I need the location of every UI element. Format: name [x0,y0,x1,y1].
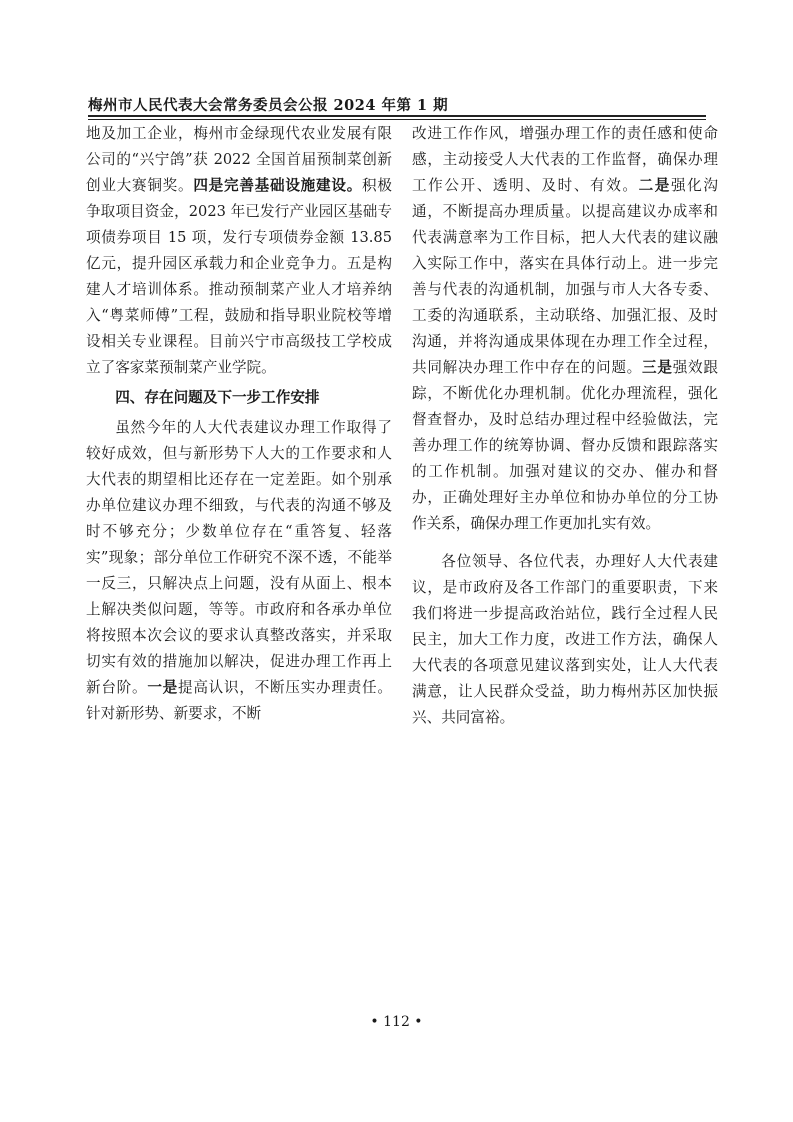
text-run: 强化沟通，不断提高办理质量。以提高建议办成率和代表满意率为工作目标，把人大代表的建议融入实际工作中，落实在具体行动上。进一步完善与代表的沟通机制，加强与市人大各专委、工委的沟通联系，主动联络、加强汇报、及时沟通，并将沟通成果体现在办理工作全过程，共同解决办理工作中存在的问题。 [412,177,718,376]
text-run: 强效跟踪，不断优化办理机制。优化办理流程，强化督查督办，及时总结办理过程中经验做法，完善办理工作的统筹协调、督办反馈和跟踪落实的工作机制。加强对建议的交办、催办和督办，正确处理好主办单位和协办单位的分工协作关系，确保办理工作更加扎实有效。 [412,359,718,532]
text-run: 提高认识，不断压实办理责任。针对新形势、新要求，不断 [86,679,392,722]
bold-run: 四是完善基础设施建设。 [193,177,363,194]
left-column [86,121,392,727]
header-rule-thin [88,119,706,120]
section-heading: 四、存在问题及下一步工作安排 [115,389,320,406]
right-column [412,121,718,731]
header-rule-thick [88,115,706,117]
paragraph [86,121,392,381]
text-run: 改进工作作风，增强办理工作的责任感和使命感，主动接受人大代表的工作监督，确保办理工作公开、透明、及时、有效。 [412,125,718,194]
paragraph: 各位领导、各位代表，办理好人大代表建议，是市政府及各工作部门的重要职责，下来我们将进一步提高政治站位，践行全过程人民民主，加大工作力度，改进工作方法，确保人大代表的各项意见建议落到实处，让人大代表满意，让人民群众受益，助力梅州苏区加快振兴、共同富裕。 [412,553,718,726]
page-number: • 112 • [370,1014,423,1030]
text-run: 地及加工企业，梅州市金绿现代农业发展有限公司的“兴宁鸽”获 2022 全国首届预制菜创新创业大赛铜奖。 [86,125,392,194]
bold-run: 一是 [147,679,179,696]
text-run: 虽然今年的人大代表建议办理工作取得了较好成效，但与新形势下人大的工作要求和人大代表的期望相比还存在一定差距。如个别承办单位建议办理不细致，与代表的沟通不够及时不够充分；少数单位存在“重答复、轻落实”现象；部分单位工作研究不深不透，不能举一反三，只解决点上问题，没有从面上、根本上解决类似问题，等等。市政府和各承办单位将按照本次会议的要求认真整改落实，并采取切实有效的措施加以解决，促进办理工作再上新台阶。 [86,419,392,696]
journal-header: 梅州市人民代表大会常务委员会公报 2024 年第 1 期 [88,97,449,114]
bold-run: 三是 [642,359,673,376]
paragraph [86,415,392,727]
paragraph [412,121,718,537]
bold-run: 二是 [638,177,671,194]
text-run: 积极争取项目资金，2023 年已发行产业园区基础专项债券项目 15 项，发行专项债券金额 13.85 亿元，提升园区承载力和企业竞争力。五是构建人才培训体系。推动预制菜产业人才培养纳入“粤菜师傅”工程，鼓励和指导职业院校等增设相关专业课程。目前兴宁市高级技工学校成立了客家菜预制菜产业学院。 [86,177,392,376]
